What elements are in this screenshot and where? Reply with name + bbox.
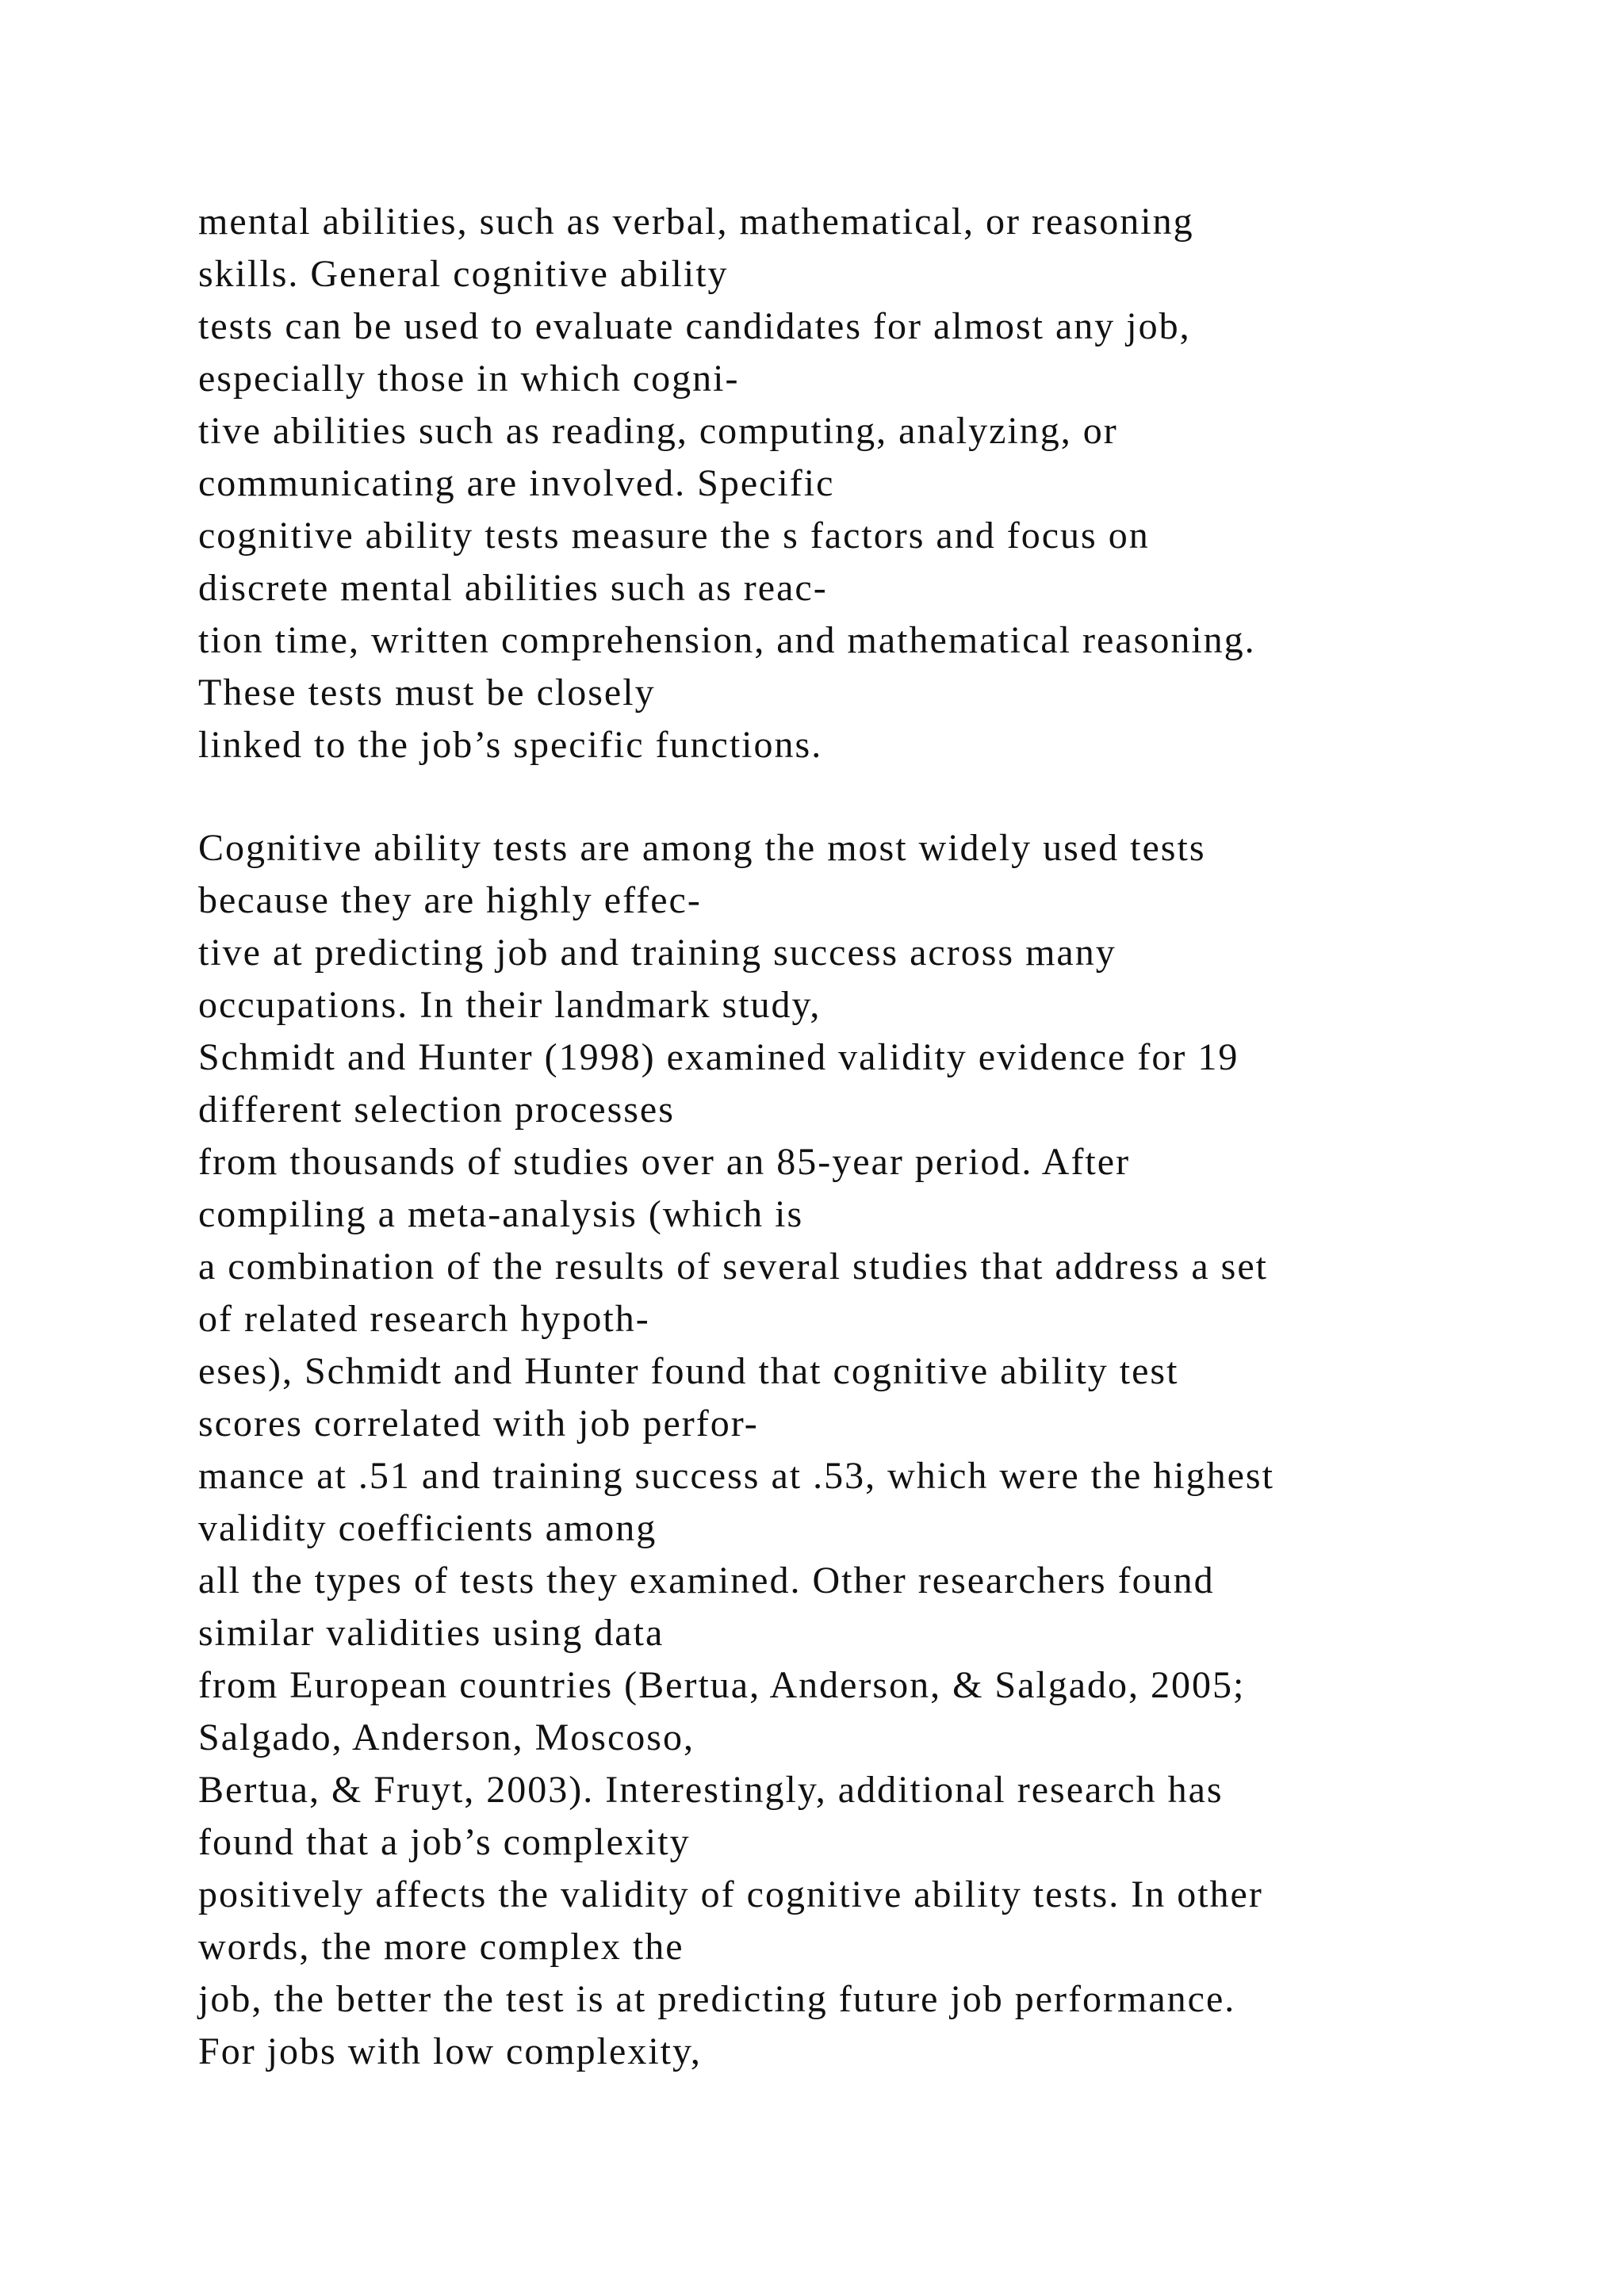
text-line: words, the more complex the: [198, 1926, 684, 1968]
text-line: Cognitive ability tests are among the most widely used tests: [198, 827, 1206, 869]
paragraph-2: [198, 822, 1546, 2078]
text-line: occupations. In their landmark study,: [198, 984, 822, 1026]
text-line: discrete mental abilities such as reac-: [198, 567, 828, 609]
text-line: of related research hypoth-: [198, 1298, 650, 1340]
text-line: For jobs with low complexity,: [198, 2030, 702, 2072]
text-line: different selection processes: [198, 1089, 675, 1131]
text-line: all the types of tests they examined. Other researchers found: [198, 1559, 1215, 1601]
text-line: tests can be used to evaluate candidates for almost any job,: [198, 305, 1191, 347]
text-line: eses), Schmidt and Hunter found that cognitive ability test: [198, 1350, 1179, 1392]
text-line: Bertua, & Fruyt, 2003). Interestingly, additional research has: [198, 1769, 1224, 1811]
text-line: mance at .51 and training success at .53, which were the highest: [198, 1455, 1274, 1497]
text-line: compiling a meta-analysis (which is: [198, 1193, 804, 1235]
text-line: positively affects the validity of cognitive ability tests. In other: [198, 1873, 1263, 1915]
text-line: from European countries (Bertua, Anderson, & Salgado, 2005;: [198, 1664, 1246, 1706]
text-line: communicating are involved. Specific: [198, 462, 835, 504]
text-line: mental abilities, such as verbal, mathematical, or reasoning: [198, 201, 1194, 243]
text-line: found that a job’s complexity: [198, 1821, 691, 1863]
text-line: tive abilities such as reading, computing, analyzing, or: [198, 410, 1118, 452]
text-line: job, the better the test is at predicting future job performance.: [198, 1978, 1236, 2020]
text-line: tion time, written comprehension, and mathematical reasoning.: [198, 619, 1256, 661]
text-line: especially those in which cogni-: [198, 358, 740, 400]
text-line: cognitive ability tests measure the s factors and focus on: [198, 515, 1150, 557]
text-line: Salgado, Anderson, Moscoso,: [198, 1716, 695, 1758]
text-line: similar validities using data: [198, 1612, 665, 1654]
text-line: validity coefficients among: [198, 1507, 657, 1549]
text-line: tive at predicting job and training success across many: [198, 932, 1116, 974]
text-line: scores correlated with job perfor-: [198, 1402, 759, 1445]
text-line: skills. General cognitive ability: [198, 253, 729, 295]
text-line: linked to the job’s specific functions.: [198, 724, 823, 766]
text-line: These tests must be closely: [198, 672, 656, 714]
paragraph-1: [198, 196, 1546, 771]
text-line: a combination of the results of several studies that address a set: [198, 1246, 1268, 1288]
text-line: because they are highly effec-: [198, 879, 702, 921]
text-line: Schmidt and Hunter (1998) examined validity evidence for 19: [198, 1036, 1239, 1078]
text-line: from thousands of studies over an 85-year period. After: [198, 1141, 1131, 1183]
